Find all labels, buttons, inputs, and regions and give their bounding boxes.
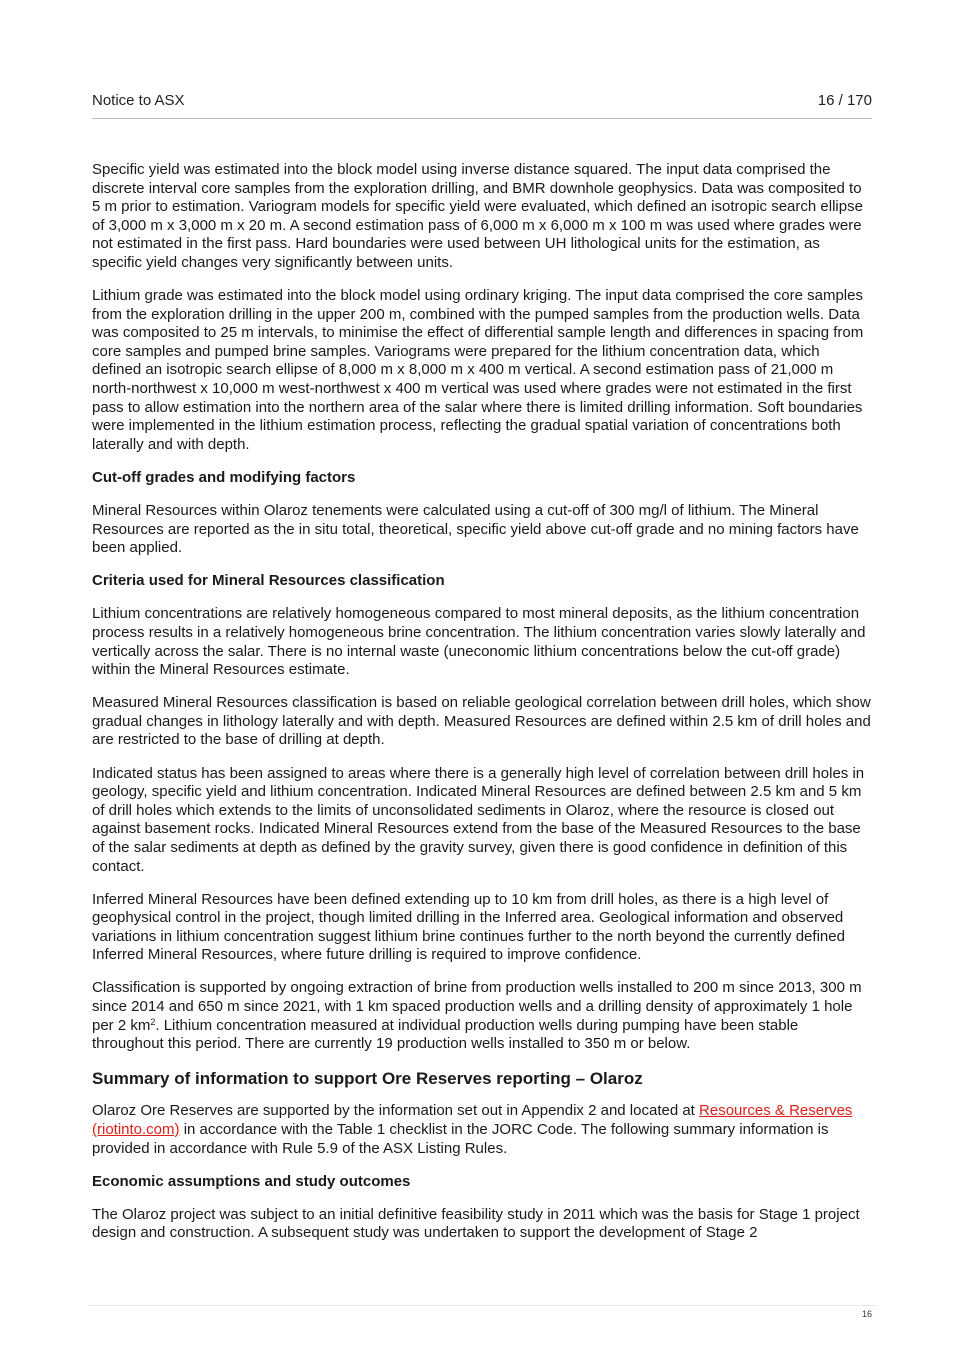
resources-reserves-link[interactable]: Resources & Reserves (riotinto.com) (92, 1102, 853, 1138)
heading-classification-criteria: Criteria used for Mineral Resources classification (92, 572, 445, 590)
page-counter: 16 / 170 (817, 92, 872, 109)
paragraph-measured: Measured Mineral Resources classification is based on reliable geological correlation between drill holes, which show gradual changes in lithology laterally and with depth. Measured Resources are defined within 2.5 km of drill holes and are restricted to the base of drilling at depth. (92, 694, 871, 749)
heading-economic-assumptions: Economic assumptions and study outcomes (92, 1172, 411, 1190)
paragraph-cutoff: Mineral Resources within Olaroz tenements were calculated using a cut-off of 300 mg/l of lithium. The Mineral Resources are reported as the in situ total, theoretical, specific yield above cut-off grade and no mining factors have been applied. (92, 502, 859, 557)
paragraph-classification-support (92, 979, 872, 1053)
classification-text-a: Classification is supported by ongoing extraction of brine from production wells installed to 200 m since 2013, 300 m since 2014 and 650 m since 2021, with 1 km spaced production wells and a drilling density of approximately 1 hole per 2 km (92, 979, 862, 1034)
ore-reserves-text-b: in accordance with the Table 1 checklist in the JORC Code. The following summary information is provided in accordance with Rule 5.9 of the ASX Listing Rules. (92, 1120, 829, 1157)
paragraph-specific-yield: Specific yield was estimated into the block model using inverse distance squared. The input data comprised the discrete interval core samples from the exploration drilling, and BMR downhole geophysics. Data was composited to 5 m prior to estimation. Variogram models for specific yield were evaluated, which defined an isotropic search ellipse of 3,000 m x 3,000 m x 20 m. A second estimation pass of 6,000 m x 6,000 m x 100 m was used where grades were not estimated in the first pass. Hard boundaries were used between UH lithological units for the estimation, as specific yield changes very significantly between units. (92, 161, 863, 271)
paragraph-homogeneous: Lithium concentrations are relatively homogeneous compared to most mineral deposits, as the lithium concentration process results in a relatively homogeneous brine concentration. The lithium concentration varies slowly laterally and vertically across the salar. There is no internal waste (uneconomic lithium concentrations below the cut-off grade) within the Mineral Resources estimate. (92, 605, 866, 679)
classification-text-b: . Lithium concentration measured at individual production wells during pumping have been stable throughout this period. There are currently 19 production wells installed to 350 m or below. (92, 1016, 799, 1053)
superscript-2: 2 (150, 1016, 156, 1027)
page-header (92, 92, 872, 119)
heading-cutoff-grades: Cut-off grades and modifying factors (92, 468, 356, 486)
document-body (92, 161, 872, 1257)
paragraph-lithium-grade: Lithium grade was estimated into the block model using ordinary kriging. The input data comprised the core samples from the exploration drilling in the upper 200 m, combined with the pumped samples from the production wells. Data was composited to 25 m intervals, to minimise the effect of differential sample length and differences in spacing from core samples and pumped brine samples. Variograms were prepared for the lithium concentration data, which defined an isotropic search ellipse of 8,000 m x 8,000 m x 400 m vertical. A second estimation pass of 21,000 m north-northwest x 10,000 m west-northwest x 400 m vertical was used where grades were not estimated in the first pass to allow estimation into the northern area of the salar where there is limited drilling information. Soft boundaries were implemented in the lithium estimation process, reflecting the gradual spatial variation of concentrations both laterally and with depth. (92, 287, 864, 453)
ore-reserves-text-a: Olaroz Ore Reserves are supported by the information set out in Appendix 2 and located at (92, 1102, 700, 1120)
document-title: Notice to ASX (92, 92, 185, 109)
paragraph-ore-reserves (92, 1102, 872, 1158)
paragraph-indicated: Indicated status has been assigned to areas where there is a generally high level of correlation between drill holes in geology, specific yield and lithium concentration. Indicated Mineral Resources are defined between 2.5 km and 5 km of drill holes which extends to the limits of unconsolidated sediments in Olaroz, where the resource is closed out against basement rocks. Indicated Mineral Resources extend from the base of the Measured Resources to the base of the salar sediments at depth as defined by the gravity survey, given there is good confidence in definition of this contact. (92, 764, 865, 875)
heading-ore-reserves-summary: Summary of information to support Ore Reserves reporting – Olaroz (92, 1069, 643, 1089)
footer-page-number: 16 (861, 1309, 872, 1319)
paragraph-feasibility-study: The Olaroz project was subject to an initial definitive feasibility study in 2011 which was the basis for Stage 1 project design and construction. A subsequent study was undertaken to support the development of Stage 2 (92, 1205, 860, 1242)
paragraph-inferred: Inferred Mineral Resources have been defined extending up to 10 km from drill holes, as there is a high level of geophysical control in the project, though limited drilling in the Inferred area. Geological information and observed variations in lithium concentration suggest lithium brine continues further to the north beyond the currently defined Inferred Mineral Resources, where future drilling is required to improve confidence. (92, 890, 845, 964)
footer-divider (88, 1305, 876, 1306)
